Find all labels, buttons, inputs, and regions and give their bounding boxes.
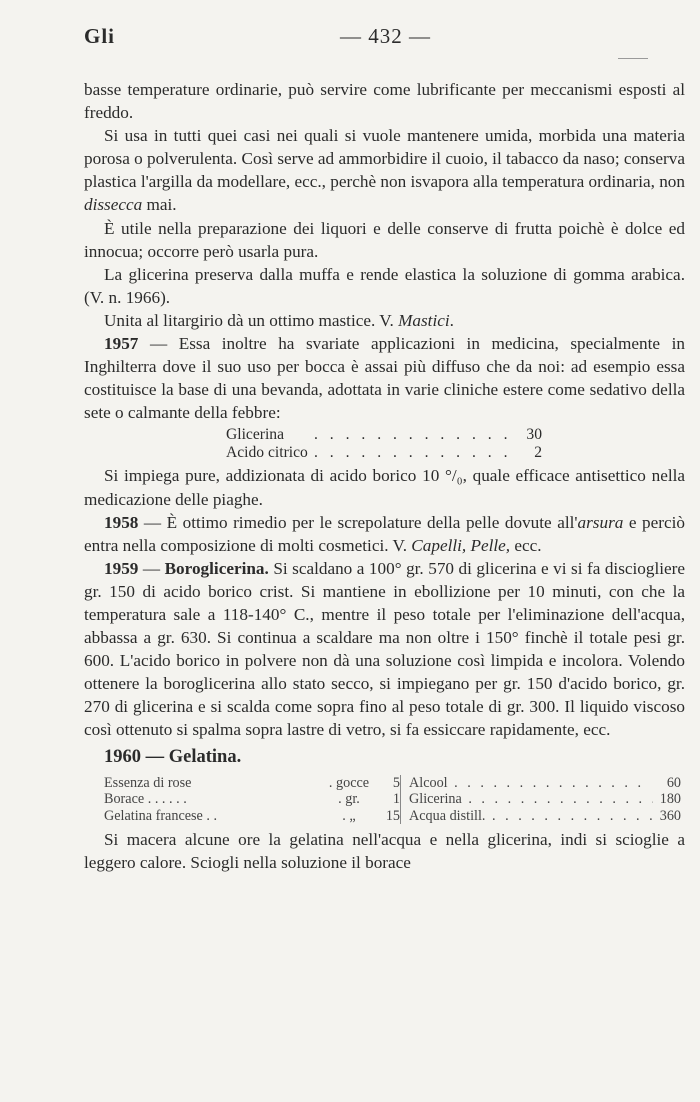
entry-number: 1959 [104,558,139,578]
paragraph-antisettico: Si impiega pure, addizionata di acido borico 10 °/₀, quale efficace antisettico nella medicazione delle piaghe. [84,466,685,509]
italic-term: dissecca [84,195,143,215]
recipe-row: Acqua distill. . . . 360 [409,808,681,825]
entry-number: 1957 [104,334,139,354]
recipe-row: Alcool . . . 60 [409,775,681,792]
recipe-row: Glicerina . . . 30 [226,426,542,444]
recipe-row: Glicerina . . . 180 [409,791,681,808]
recipe-row: Gelatina francese . . . „ 15 [104,807,400,824]
cross-reference: Capelli, Pelle, [411,535,511,555]
page-body [84,78,685,874]
paragraph-continued: basse temperature ordinarie, può servire come lubrificante per meccanismi esposti al freddo. [84,80,685,123]
recipe-row: Borace . . . . . . . gr. 1 [104,791,400,808]
recipe-column-right [400,775,681,825]
paragraph-uses: Si usa in tutti quei casi nei quali si vuole mantenere umida, morbida una materia porosa o polverulenta. Così serve ad ammorbidire il cuoio, il tabacco da naso; conserva plastica l'argilla da modellare, ecc., perchè non isvapora alla temperatura ordinaria, non dissecca mai. [84,126,685,215]
entry-number: 1958 [104,512,139,532]
paragraph-1959: 1959 — Boroglicerina. Si scaldano a 100° gr. 570 di glicerina e vi si fa disciogliere gr. 150 di acido borico crist. Si mantiene in ebollizione per 10 minuti, con che la temperatura sale a 118-140° C., mentre il peso totale per l'eliminazione dell'acqua, abbassa a gr. 630. Si continua a scaldare ma non oltre i 150° finchè il totale pesi gr. 600. L'acido borico in polvere non dà una soluzione così limpida e incolora. Volendo ottenere la boroglicerina allo stato secco, si impiegano per gr. 150 d'acido borico, gr. 270 di glicerina e si scalda come sopra fino al peso totale di gr. 300. Il liquido viscoso così ottenuto si spalma sopra lastre di vetro, si fa essiccare rapidamente, ecc. [84,558,686,740]
recipe-row: Acido citrico . . . 2 [226,444,542,462]
recipe-1957 [226,426,685,462]
running-head-word: Gli [84,24,116,48]
recipe-gelatina [104,775,685,825]
paragraph-gomma: La glicerina preserva dalla muffa e rende elastica la soluzione di gomma arabica. (V. n. 1966). [84,264,685,307]
recipe-column-left [104,775,400,825]
heading-1960 [104,746,685,769]
cross-reference: Mastici [398,310,450,330]
paragraph-1958: 1958 — È ottimo rimedio per le screpolature della pelle dovute all'arsura e perciò entra nella composizione di molti cosmetici. V. Capelli, Pelle, ecc. [84,512,686,555]
page-header [84,24,684,54]
entry-title: Boroglicerina. [164,558,269,578]
entry-number: 1960 [104,746,141,767]
entry-title: — Gelatina. [141,746,242,767]
page-number: — 432 — [340,24,431,48]
recipe-row: Essenza di rose . gocce 5 [104,774,400,791]
paragraph-1957: 1957 — Essa inoltre ha svariate applicazioni in medicina, specialmente in Inghilterra dove il suo uso per bocca è assai più diffuso che da noi: ad esempio essa costituisce la base di una bevanda, adottata in varie cliniche estere come sedativo della sete o calmante della febbre: [84,334,685,423]
header-rule [618,58,648,59]
paragraph-liquori: È utile nella preparazione dei liquori e delle conserve di frutta poichè è dolce ed innocua; occorre però usarla pura. [84,218,685,261]
paragraph-mastice: Unita al litargirio dà un ottimo mastice. V. Mastici. [104,310,454,330]
paragraph-gelatina: Si macera alcune ore la gelatina nell'acqua e nella glicerina, indi si scioglie a leggero calore. Sciogli nella soluzione il borace [84,830,685,873]
